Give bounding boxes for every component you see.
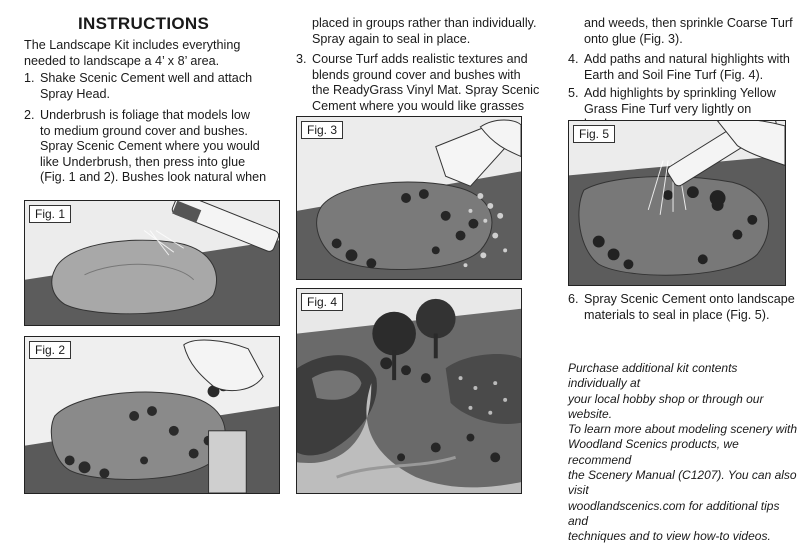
- figure-4: [296, 288, 522, 494]
- page-title: INSTRUCTIONS: [78, 14, 210, 33]
- figure-4-illustration: [297, 289, 521, 493]
- figure-1-label: Fig. 1: [29, 205, 71, 223]
- figure-3-label: Fig. 3: [301, 121, 343, 139]
- figure-3: [296, 116, 522, 280]
- figure-1: [24, 200, 280, 326]
- figure-5-label: Fig. 5: [573, 125, 615, 143]
- figure-5-illustration: [569, 121, 785, 285]
- figure-2-label: Fig. 2: [29, 341, 71, 359]
- figure-3-illustration: [297, 117, 521, 279]
- footer-note: Purchase additional kit contents individually at your local hobby shop or through our website. To learn more about modeling scenery with Woodland Scenics products, we recommend the Scenery Manual (C1207). You can also visit woodlandscenics.com for additional tips and techniques and to view how-to videos.: [568, 361, 798, 544]
- figure-2: [24, 336, 280, 494]
- figure-4-label: Fig. 4: [301, 293, 343, 311]
- intro-text: The Landscape Kit includes everything needed to landscape a 4’ x 8’ area.: [24, 38, 241, 68]
- figure-2-illustration: [25, 337, 279, 493]
- figure-5: [568, 120, 786, 286]
